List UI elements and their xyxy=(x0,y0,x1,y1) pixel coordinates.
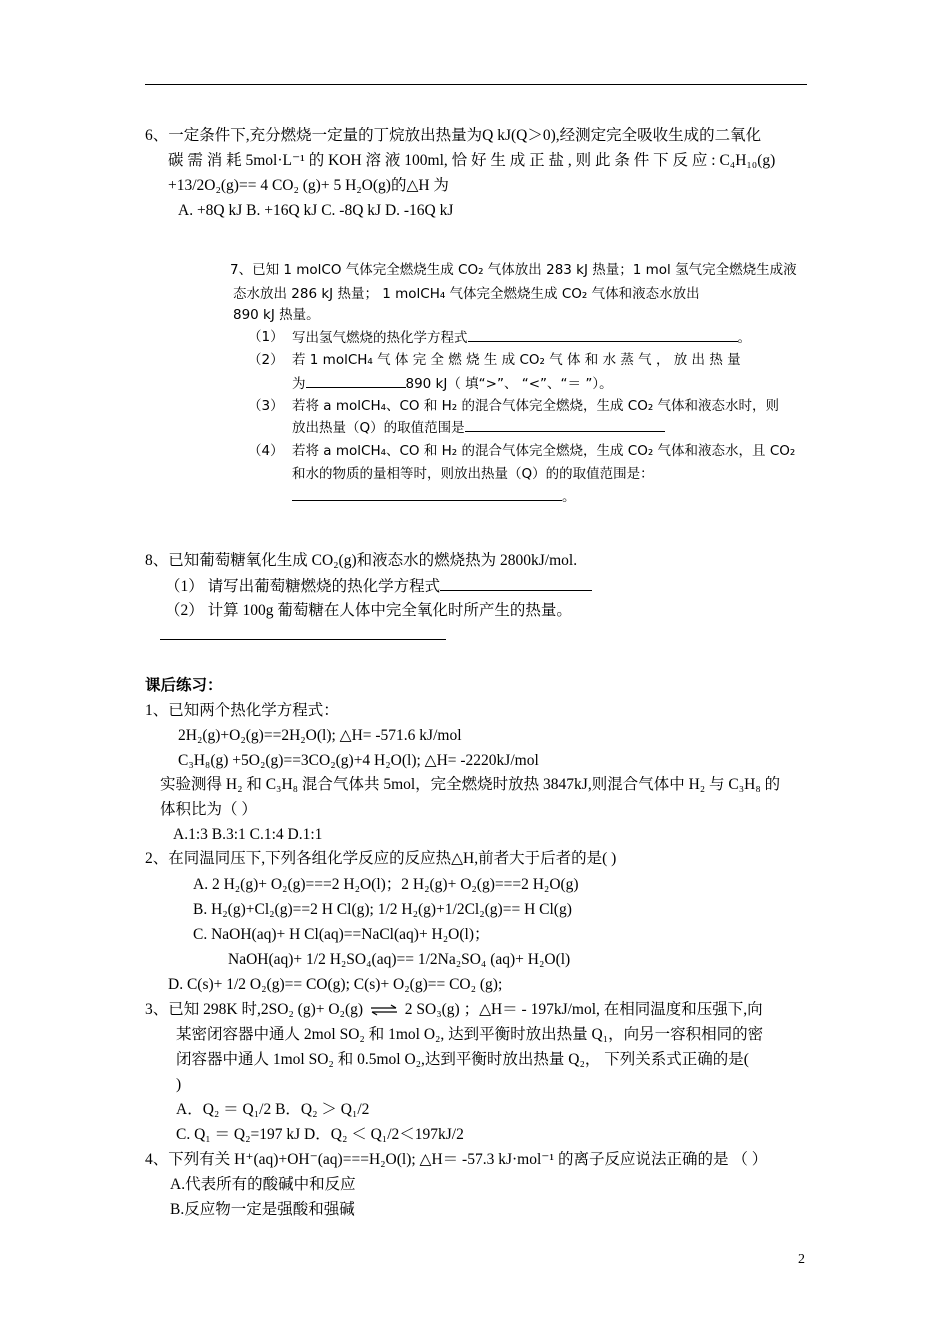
header-rule xyxy=(145,84,807,85)
q7-part3-number: （3） xyxy=(248,398,284,414)
hw4-line-1: 4、下列有关 H⁺(aq)+OH⁻(aq)===H₂O(l); △H＝ -57.3 kJ·mol⁻¹ 的离子反应说法正确的是 （ ） xyxy=(145,1151,768,1168)
hw2-option-b: B. H₂(g)+Cl₂(g)==2 H Cl(g); 1/2 H₂(g)+1/2Cl₂(g)== H Cl(g) xyxy=(193,901,572,918)
hw3-line-2: 某密闭容器中通人 2mol SO₂ 和 1mol O₂, 达到平衡时放出热量 Q₁，向另一容积相同的密 xyxy=(176,1026,764,1043)
q7-part2-number: （2） xyxy=(248,352,284,368)
q7-part4-text: 若将 a molCH₄、CO 和 H₂ 的混合气体完全燃烧，生成 CO₂ 气体和液态水，且 CO₂ xyxy=(292,443,796,459)
hw3-reactants: 3、已知 298K 时,2SO₂ (g)+ O₂(g) xyxy=(145,1001,364,1018)
q8-part1-prompt: （1） 请写出葡萄糖燃烧的热化学方程式 xyxy=(165,578,441,595)
q8-part1-answer-blank[interactable] xyxy=(440,576,592,591)
q7-part1-prompt: 写出氢气燃烧的热化学方程式 xyxy=(292,330,468,346)
hw1-options: A.1:3 B.3:1 C.1:4 D.1:1 xyxy=(173,826,323,843)
hw1-equation-1: 2H₂(g)+O₂(g)==2H₂O(l); △H= -571.6 kJ/mol xyxy=(178,727,462,744)
q7-part1-text xyxy=(292,327,751,348)
q7-part1-end: 。 xyxy=(737,330,751,346)
q7-part3-answer-blank[interactable] xyxy=(465,417,665,432)
q7-part2-answer-blank[interactable] xyxy=(306,373,406,388)
hw1-equation-2: C₃H₈(g) +5O₂(g)==3CO₂(g)+4 H₂O(l); △H= -2220kJ/mol xyxy=(178,752,539,769)
q7-part3-text: 若将 a molCH₄、CO 和 H₂ 的混合气体完全燃烧，生成 CO₂ 气体和液态水时，则 xyxy=(292,398,780,414)
hw1-line-5: 体积比为（ ） xyxy=(160,801,257,818)
homework-heading: 课后练习： xyxy=(145,677,223,694)
hw2-option-d: D. C(s)+ 1/2 O₂(g)== CO(g); C(s)+ O₂(g)== CO₂ (g); xyxy=(168,976,503,993)
q6-line-3: +13/2O₂(g)== 4 CO₂ (g)+ 5 H₂O(g)的△H 为 xyxy=(168,177,449,194)
hw2-option-a: A. 2 H₂(g)+ O₂(g)===2 H₂O(l)；2 H₂(g)+ O₂(g)===2 H₂O(g) xyxy=(193,876,579,893)
hw1-line-1: 1、已知两个热化学方程式： xyxy=(145,702,339,719)
hw4-option-b: B.反应物一定是强酸和强碱 xyxy=(170,1201,355,1218)
q8-part-2: （2） 计算 100g 葡萄糖在人体中完全氧化时所产生的热量。 xyxy=(165,602,572,619)
q7-part2-text: 若 1 molCH₄ 气 体 完 全 燃 烧 生 成 CO₂ 气 体 和 水 蒸 气 ， 放 出 热 量 xyxy=(292,352,741,368)
q7-part1-answer-blank[interactable] xyxy=(468,327,738,342)
q6-options: A. +8Q kJ B. +16Q kJ C. -8Q kJ D. -16Q kJ xyxy=(178,202,454,219)
q6-line-1: 6、一定条件下,充分燃烧一定量的丁烷放出热量为Q kJ(Q＞0),经测定完全吸收生成的二氧化 xyxy=(145,127,762,144)
q7-line-3: 890 kJ 热量。 xyxy=(233,307,320,323)
q7-part4-line-2: 和水的物质的量相等时，则放出热量（Q）的的取值范围是： xyxy=(292,466,654,482)
q7-part2-line-2 xyxy=(292,373,613,394)
q7-line-1: 7、已知 1 molCO 气体完全燃烧生成 CO₂ 气体放出 283 kJ 热量；1 mol 氢气完全燃烧生成液 xyxy=(230,262,797,278)
equilibrium-arrow-icon xyxy=(369,1004,399,1016)
q7-part3-line-2 xyxy=(292,417,665,438)
hw2-option-c-line-2: NaOH(aq)+ 1/2 H₂SO₄(aq)== 1/2Na₂SO₄ (aq)+ H₂O(l) xyxy=(228,951,571,968)
q6-line-2: 碳 需 消 耗 5mol·L⁻¹ 的 KOH 溶 液 100ml, 恰 好 生 成 正 盐 , 则 此 条 件 下 反 应 : C₄H₁₀(g) xyxy=(168,152,776,169)
q8-answer-line[interactable] xyxy=(160,639,446,640)
q7-part2-suffix: 890 kJ（ 填“>”、 “<”、“＝ ”）。 xyxy=(405,376,613,392)
hw3-options-cd: C. Q₁ ＝ Q₂=197 kJ D．Q₂ ＜ Q₁/2＜197kJ/2 xyxy=(176,1126,464,1143)
q7-part4-line-3 xyxy=(292,486,576,507)
hw3-line-3: 闭容器中通人 1mol SO₂ 和 0.5mol O₂,达到平衡时放出热量 Q₂， 下列关系式正确的是( xyxy=(176,1051,749,1068)
q7-part1-number: （1） xyxy=(248,329,284,345)
hw3-products: 2 SO₃(g) ；△H＝ - 197kJ/mol, 在相同温度和压强下,向 xyxy=(404,1001,763,1018)
hw3-options-ab: A．Q₂ ＝ Q₁/2 B．Q₂ ＞ Q₁/2 xyxy=(176,1101,370,1118)
hw1-line-4: 实验测得 H₂ 和 C₃H₈ 混合气体共 5mol，完全燃烧时放热 3847kJ,则混合气体中 H₂ 与 C₃H₈ 的 xyxy=(160,776,781,793)
q7-part3-prompt: 放出热量（Q）的取值范围是 xyxy=(292,420,465,436)
q8-part-1 xyxy=(165,576,592,597)
hw2-option-c: C. NaOH(aq)+ H Cl(aq)==NaCl(aq)+ H₂O(l)； xyxy=(193,926,490,943)
hw3-line-4: ) xyxy=(176,1076,182,1093)
q7-part4-answer-blank[interactable] xyxy=(292,486,562,501)
q7-line-2: 态水放出 286 kJ 热量； 1 molCH₄ 气体完全燃烧生成 CO₂ 气体和液态水放出 xyxy=(233,286,700,302)
q7-part2-prefix: 为 xyxy=(292,376,306,392)
hw4-option-a: A.代表所有的酸碱中和反应 xyxy=(170,1176,356,1193)
q7-part4-number: （4） xyxy=(248,443,284,459)
page-number: 2 xyxy=(798,1252,805,1267)
hw3-line-1 xyxy=(145,1000,763,1020)
q7-part4-end: 。 xyxy=(562,489,576,505)
hw2-line-1: 2、在同温同压下,下列各组化学反应的反应热△H,前者大于后者的是( ) xyxy=(145,850,617,867)
q8-line-1: 8、已知葡萄糖氧化生成 CO₂(g)和液态水的燃烧热为 2800kJ/mol. xyxy=(145,552,578,569)
